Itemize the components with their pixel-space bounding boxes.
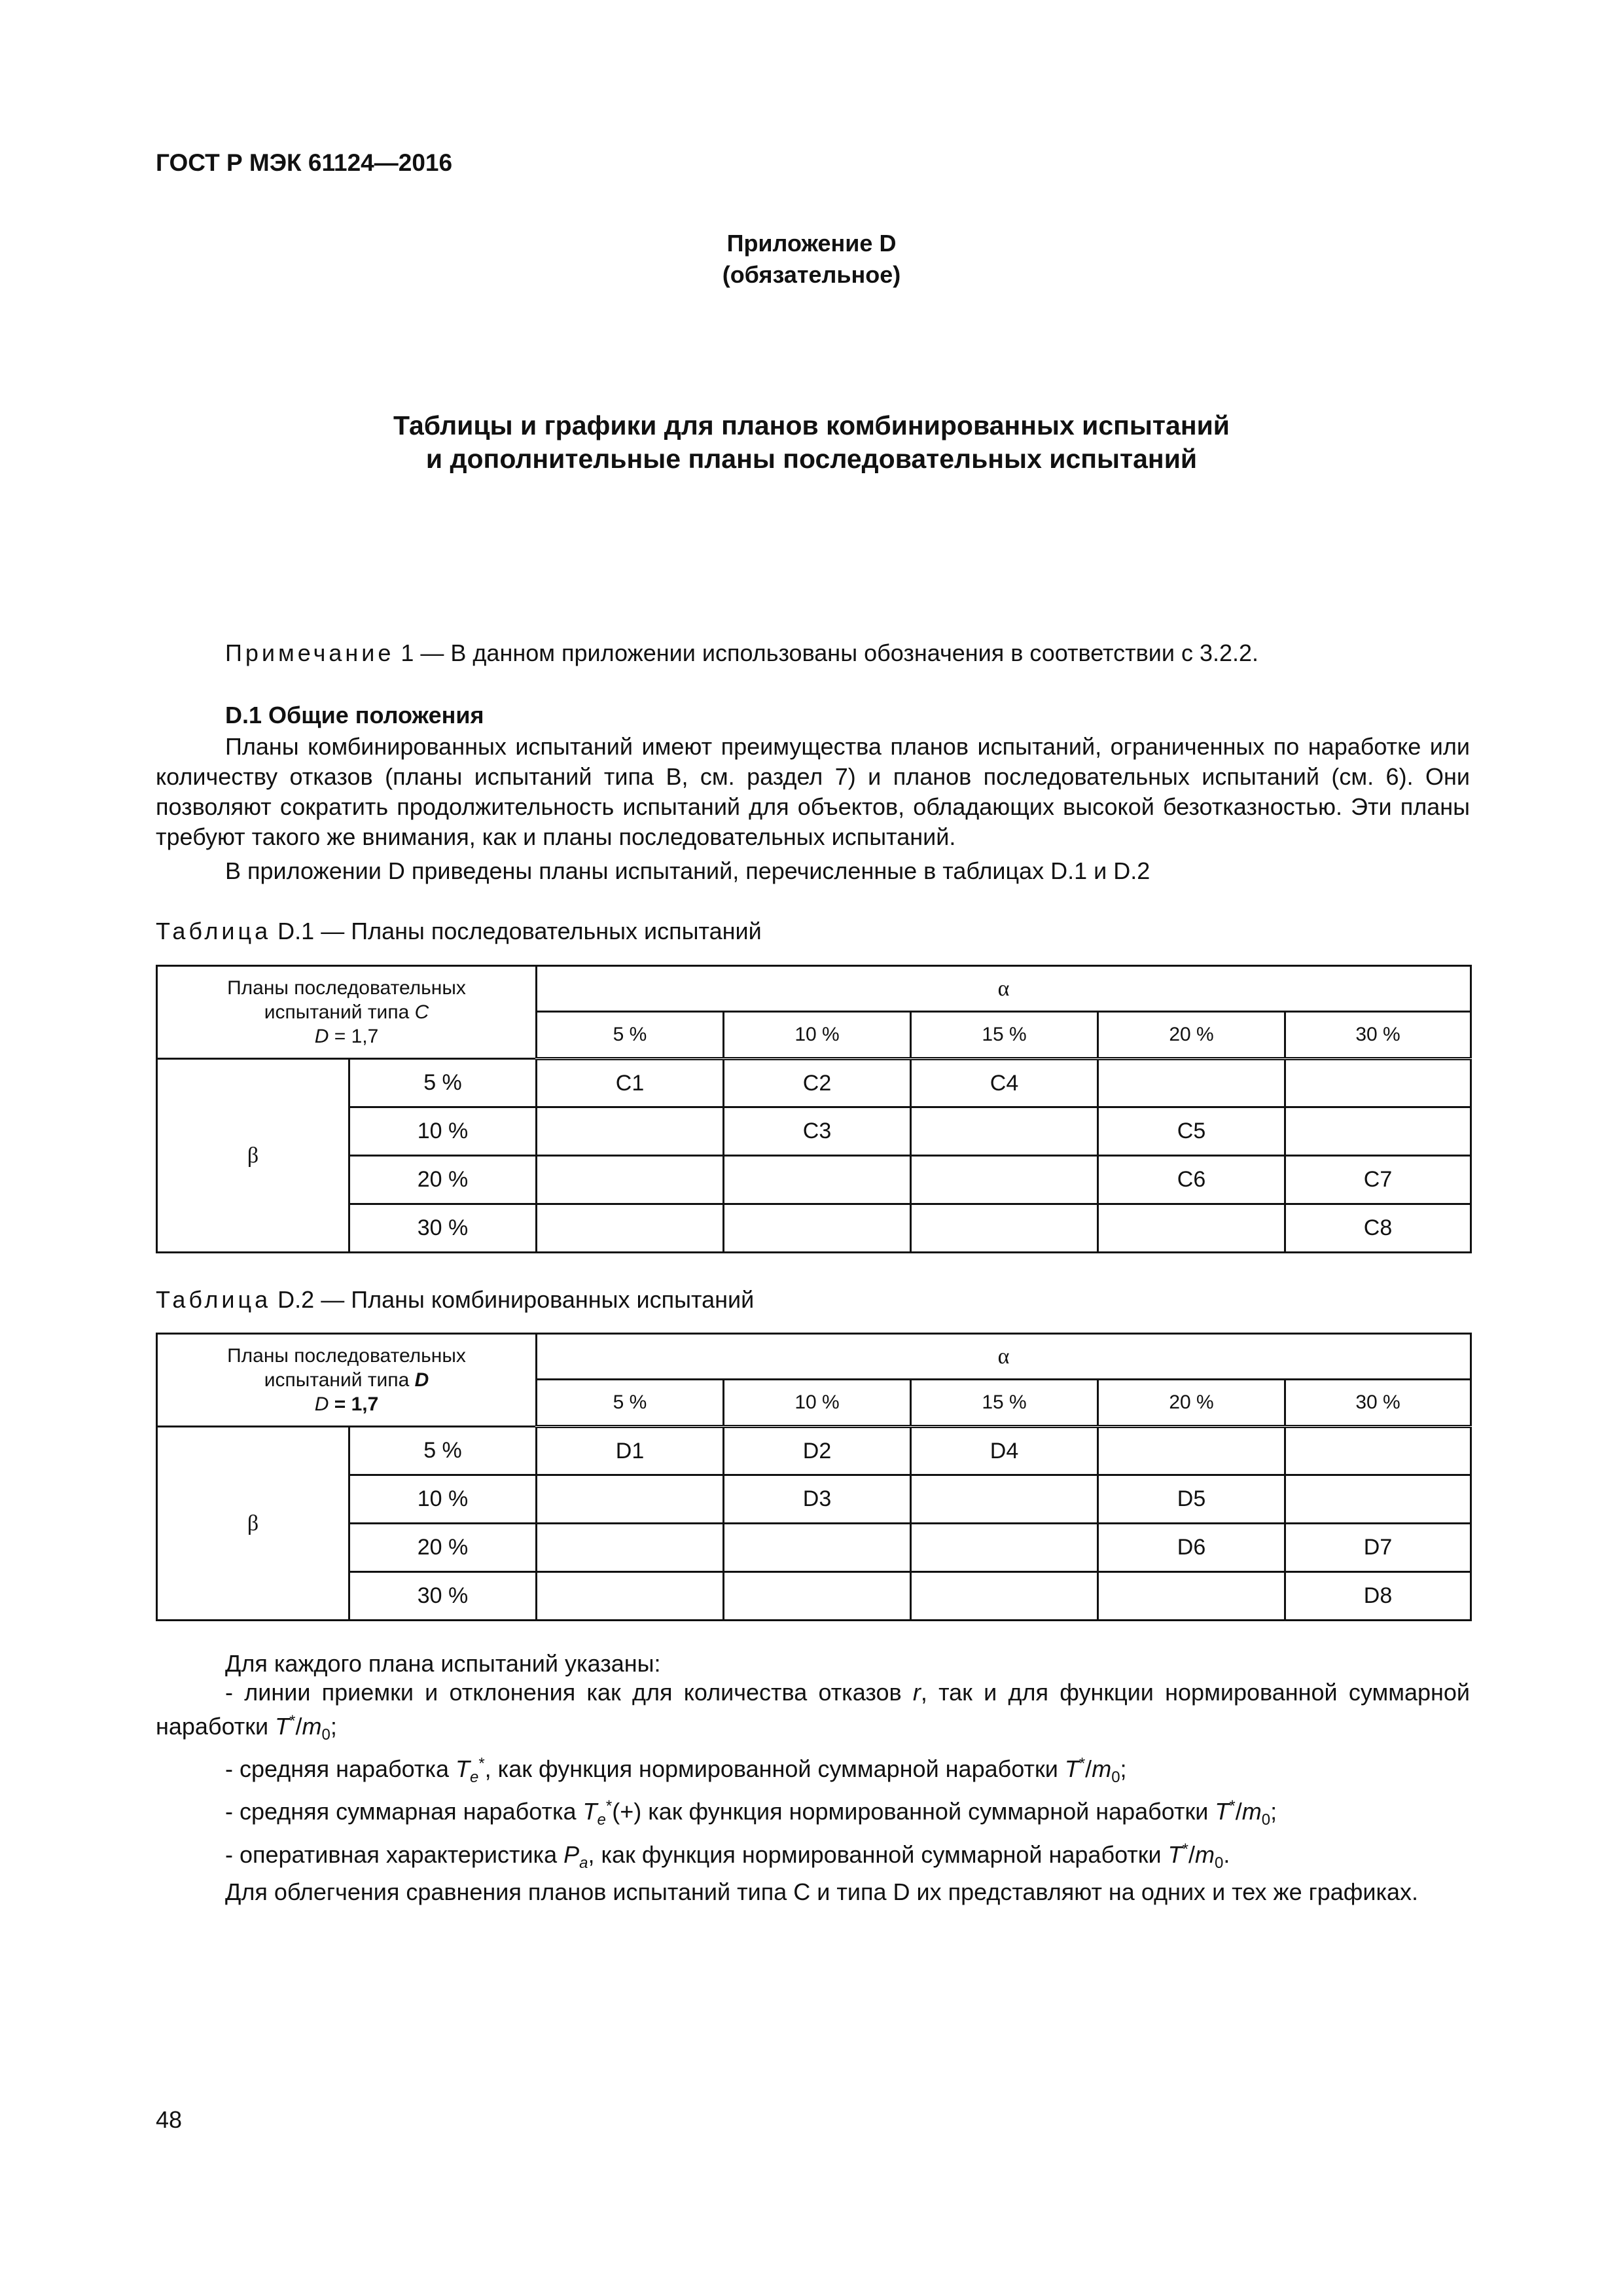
- table1-cell: C3: [724, 1107, 911, 1156]
- table2-cell: D3: [724, 1475, 911, 1524]
- table1-cell: C4: [911, 1059, 1098, 1107]
- table1-cell: [1285, 1059, 1471, 1107]
- list-intro: Для каждого плана испытаний указаны:: [225, 1650, 661, 1677]
- table2-alpha-header: α: [537, 1334, 1471, 1380]
- table2-cell: [1285, 1427, 1471, 1475]
- table2-corner-line1: Планы последовательных: [227, 1345, 466, 1367]
- table2-caption-label: Таблица: [156, 1286, 272, 1313]
- table1-cell: [724, 1156, 911, 1204]
- table1-alpha-value: 10 %: [724, 1012, 911, 1059]
- list-item: - средняя суммарная наработка $T_e^*(+)$ как функция нормированной суммарной наработки $T^*/m_0$;: [225, 1797, 1277, 1829]
- table1-beta-header: β: [157, 1059, 349, 1253]
- table2-caption-text: D.2 — Планы комбинированных испытаний: [277, 1286, 755, 1313]
- table1-alpha-value: 15 %: [911, 1012, 1098, 1059]
- table2-plan-type: D: [414, 1369, 429, 1391]
- table2-alpha-value: 5 %: [537, 1380, 724, 1427]
- table1-caption-label: Таблица: [156, 918, 272, 944]
- table2-cell: [1098, 1572, 1285, 1621]
- table2-cell: [537, 1572, 724, 1621]
- table2-cell: D4: [911, 1427, 1098, 1475]
- section-paragraph-1: Планы комбинированных испытаний имеют преимущества планов испытаний, ограниченных по наработке или количеству отказов (планы испытаний типа В, см. раздел 7) и планов последовательных испытаний (см. 6). Они позволяют сократить продолжительность испытаний для объектов, обладающих высокой безотказностью. Эти планы требуют такого же внимания, как и планы последовательных испытаний.: [156, 733, 1470, 850]
- table2-cell: [537, 1475, 724, 1524]
- table1-cell: [537, 1204, 724, 1253]
- table2-cell: D5: [1098, 1475, 1285, 1524]
- table2-beta-header: β: [157, 1427, 349, 1621]
- table1-cell: [724, 1204, 911, 1253]
- document-header: ГОСТ Р МЭК 61124—2016: [156, 149, 453, 176]
- table1-beta-value: 30 %: [349, 1204, 537, 1253]
- table2-cell: D1: [537, 1427, 724, 1475]
- table2-alpha-value: 30 %: [1285, 1380, 1471, 1427]
- table2-beta-value: 10 %: [349, 1475, 537, 1524]
- table1-cell: C7: [1285, 1156, 1471, 1204]
- table1-cell: [1098, 1059, 1285, 1107]
- table1-beta-value: 20 %: [349, 1156, 537, 1204]
- section-paragraph-2: В приложении D приведены планы испытаний, перечисленные в таблицах D.1 и D.2: [225, 857, 1150, 884]
- table2-alpha-value: 10 %: [724, 1380, 911, 1427]
- table1-caption: [156, 918, 762, 945]
- table2-cell: D2: [724, 1427, 911, 1475]
- table2: [156, 1333, 1472, 1621]
- table2-alpha-value: 15 %: [911, 1380, 1098, 1427]
- table2-caption: [156, 1286, 754, 1314]
- table1-cell: C6: [1098, 1156, 1285, 1204]
- annex-title: [0, 409, 1623, 476]
- table2-cell: [911, 1475, 1098, 1524]
- table1-cell: [1285, 1107, 1471, 1156]
- table1-corner-line3: D = 1,7: [314, 1026, 379, 1047]
- table1-cell: C8: [1285, 1204, 1471, 1253]
- note-text: 1 — В данном приложении использованы обозначения в соответствии с 3.2.2.: [401, 639, 1259, 666]
- section-title: D.1 Общие положения: [225, 702, 484, 728]
- table1-caption-text: D.1 — Планы последовательных испытаний: [277, 918, 762, 944]
- table1-cell: [537, 1107, 724, 1156]
- table2-cell: D7: [1285, 1524, 1471, 1572]
- table1-cell: C2: [724, 1059, 911, 1107]
- table2-alpha-value: 20 %: [1098, 1380, 1285, 1427]
- list-item: - оперативная характеристика $P_a$, как функция нормированной суммарной наработки $T^*/m_0$.: [225, 1840, 1230, 1872]
- table1-corner: [157, 966, 537, 1059]
- table1-alpha-value: 30 %: [1285, 1012, 1471, 1059]
- table1-cell: C5: [1098, 1107, 1285, 1156]
- table1-corner-line2: испытаний типа C: [264, 1001, 429, 1023]
- table1-alpha-header: α: [537, 966, 1471, 1012]
- table2-cell: [537, 1524, 724, 1572]
- table2-cell: [724, 1524, 911, 1572]
- annex-title-line2: и дополнительные планы последовательных испытаний: [425, 444, 1198, 474]
- note-label: Примечание: [225, 639, 395, 666]
- annex-label: Приложение D: [726, 230, 897, 257]
- table1: [156, 965, 1472, 1253]
- table2-cell: D6: [1098, 1524, 1285, 1572]
- table1-cell: [911, 1156, 1098, 1204]
- table1-beta-value: 10 %: [349, 1107, 537, 1156]
- annex-title-line1: Таблицы и графики для планов комбинированных испытаний: [393, 410, 1230, 440]
- table2-cell: [724, 1572, 911, 1621]
- table1-cell: [911, 1204, 1098, 1253]
- table2-beta-value: 5 %: [349, 1427, 537, 1475]
- table2-corner: [157, 1334, 537, 1427]
- table1-cell: C1: [537, 1059, 724, 1107]
- output-list: [156, 1649, 1470, 1907]
- table1-beta-value: 5 %: [349, 1059, 537, 1107]
- table1-cell: [1098, 1204, 1285, 1253]
- table2-corner-line2: испытаний типа D: [264, 1369, 429, 1391]
- note: [156, 638, 1470, 668]
- table1-plan-type: C: [414, 1001, 429, 1023]
- table1-alpha-value: 5 %: [537, 1012, 724, 1059]
- table1-cell: [911, 1107, 1098, 1156]
- table2-beta-value: 20 %: [349, 1524, 537, 1572]
- table1-cell: [537, 1156, 724, 1204]
- table2-beta-value: 30 %: [349, 1572, 537, 1621]
- table2-cell: [1098, 1427, 1285, 1475]
- table2-cell: [911, 1524, 1098, 1572]
- annex-heading: [0, 228, 1623, 291]
- list-item: - линии приемки и отклонения как для количества отказов r, так и для функции нормированной суммарной наработки $T^*/m_0$;: [156, 1679, 1471, 1744]
- table2-cell: [1285, 1475, 1471, 1524]
- table2-corner-line3: D = 1,7: [314, 1393, 379, 1415]
- table2-cell: D8: [1285, 1572, 1471, 1621]
- list-closing: Для облегчения сравнения планов испытаний типа С и типа D их представляют на одних и тех же графиках.: [225, 1878, 1419, 1905]
- table1-corner-line1: Планы последовательных: [227, 977, 466, 999]
- table1-alpha-value: 20 %: [1098, 1012, 1285, 1059]
- page-number: 48: [156, 2106, 183, 2133]
- table2-cell: [911, 1572, 1098, 1621]
- annex-status: (обязательное): [722, 261, 901, 288]
- list-item: - средняя наработка $T_e^*$, как функция нормированной суммарной наработки $T^*/m_0$;: [225, 1755, 1127, 1787]
